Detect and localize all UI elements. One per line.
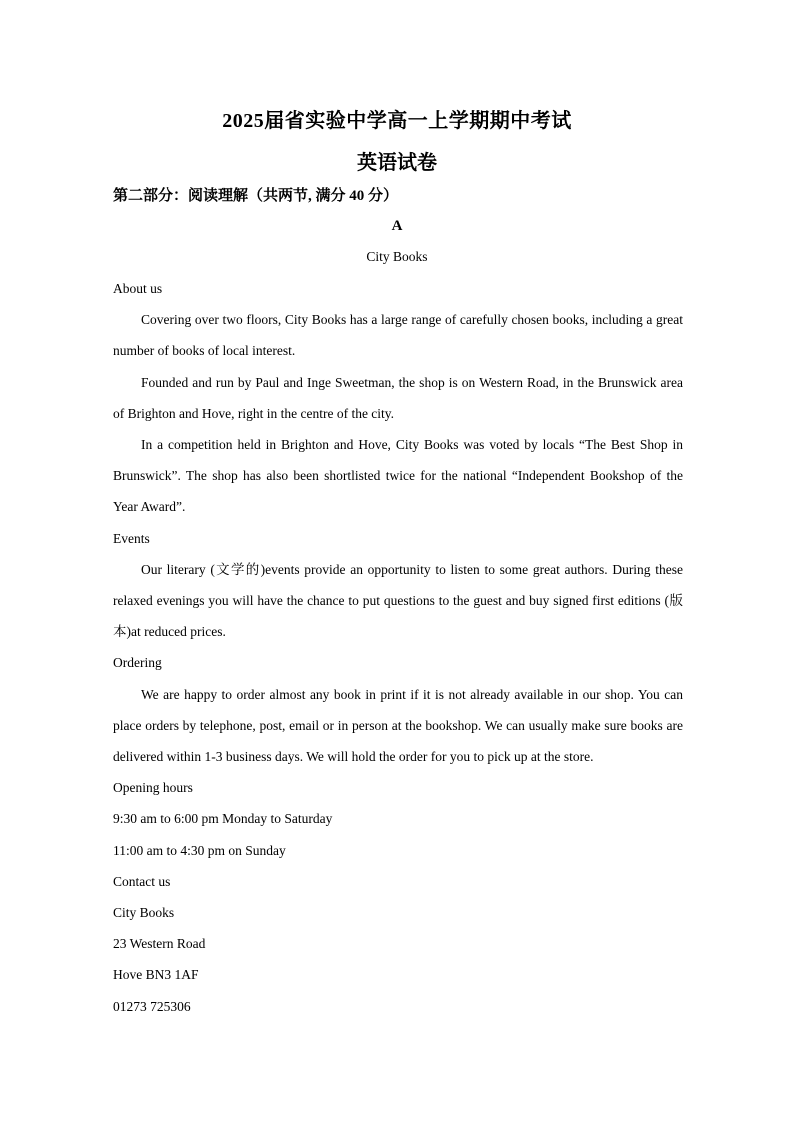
ordering-paragraph: We are happy to order almost any book in print if it is not already available in our shop. You can place orders by telephone, post, email or in person at the bookshop. We can usually make sure books are delivered within 1-3 business days. We will hold the order for you to pick up at the store.	[113, 686, 683, 765]
hours-heading: Opening hours	[113, 780, 193, 796]
passage-title: City Books	[366, 249, 428, 264]
events-paragraph: Our literary (文学的)events provide an opportunity to listen to some great authors. During these relaxed evenings you will have the chance to put questions to the guest and buy signed first editions (版本)at reduced prices.	[113, 561, 683, 640]
contact-phone: 01273 725306	[113, 998, 191, 1014]
events-heading: Events	[113, 530, 150, 546]
contact-postcode: Hove BN3 1AF	[113, 967, 199, 983]
about-paragraph-2: Founded and run by Paul and Inge Sweetman, the shop is on Western Road, in the Brunswick area of Brighton and Hove, right in the centre of the city.	[113, 374, 683, 421]
about-heading: About us	[113, 281, 163, 296]
section-heading: 第二部分：阅读理解（共两节, 满分 40 分）	[113, 188, 399, 204]
exam-subtitle: 英语试卷	[357, 152, 437, 174]
hours-sunday: 11:00 am to 4:30 pm on Sunday	[113, 842, 286, 858]
contact-name: City Books	[113, 905, 175, 921]
exam-title: 2025届省实验中学高一上学期期中考试	[222, 110, 572, 132]
contact-street: 23 Western Road	[113, 936, 206, 952]
contact-heading: Contact us	[113, 873, 171, 889]
about-paragraph-3: In a competition held in Brighton and Hove, City Books was voted by locals “The Best Shop in Brunswick”. The shop has also been shortlisted twice for the national “Independent Bookshop of the Year Award”.	[113, 437, 683, 515]
hours-weekday: 9:30 am to 6:00 pm Monday to Saturday	[113, 811, 333, 827]
about-paragraph-1: Covering over two floors, City Books has a large range of carefully chosen books, including a great number of books of local interest.	[113, 312, 683, 359]
passage-letter: A	[391, 218, 403, 234]
ordering-heading: Ordering	[113, 655, 162, 671]
passage-body	[113, 273, 683, 1022]
